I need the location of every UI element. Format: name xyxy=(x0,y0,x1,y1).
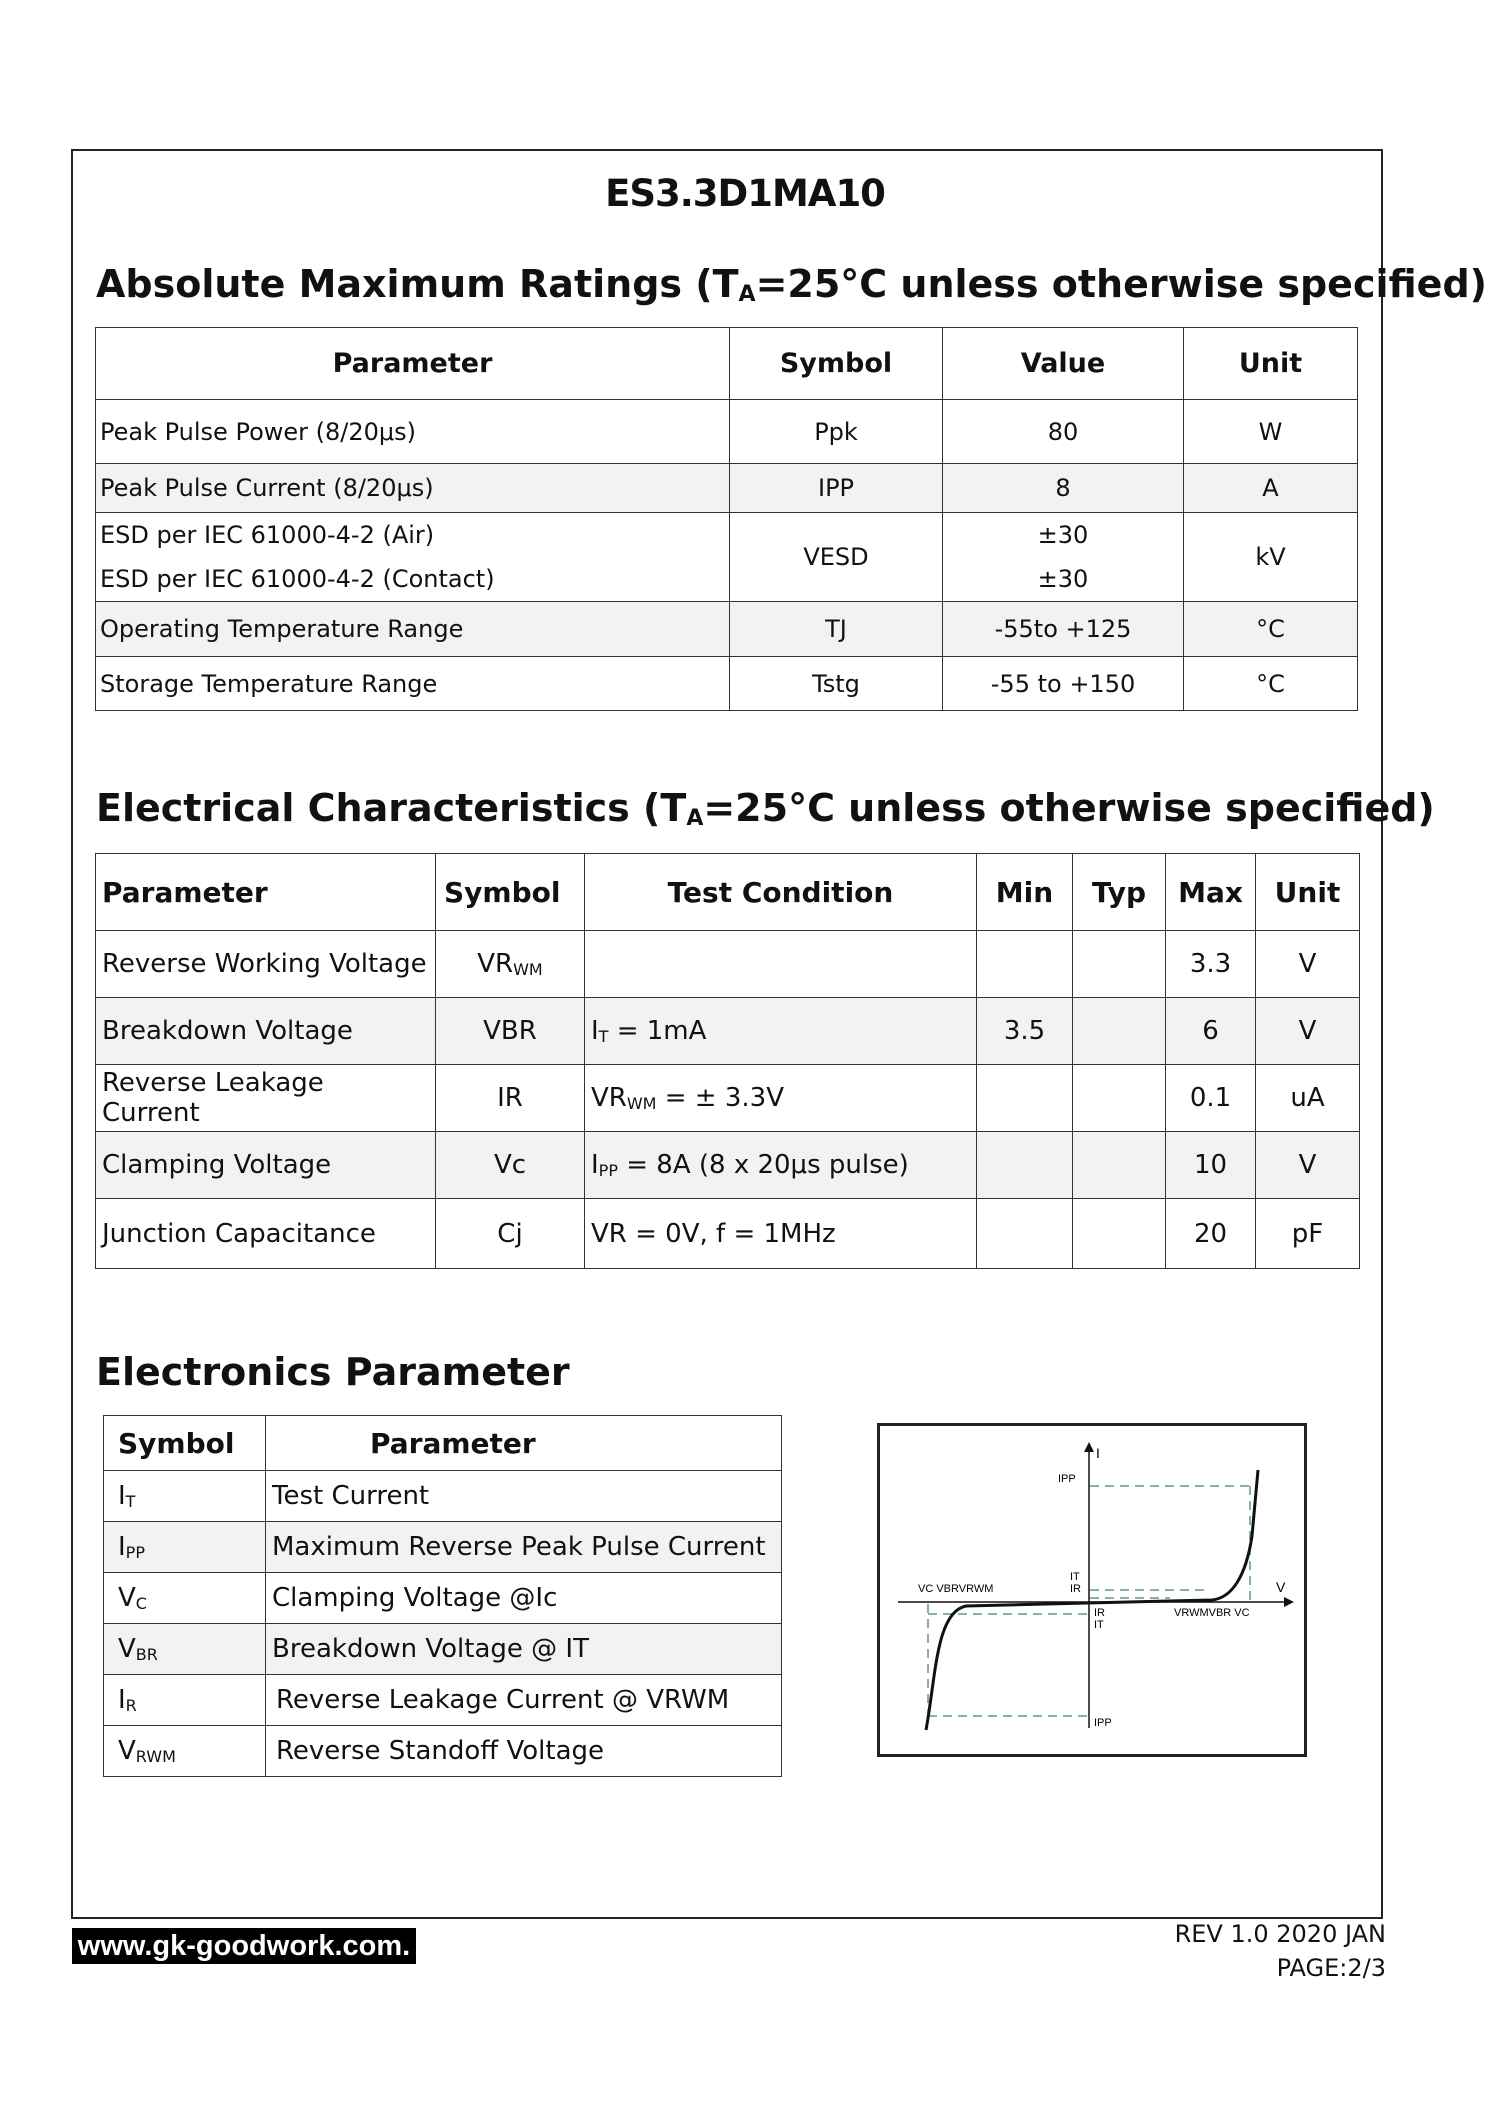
table-row xyxy=(96,931,1360,998)
abs-max-title: Absolute Maximum Ratings ($T_A=25^\circ C$ unless otherwise specified) xyxy=(96,262,1488,307)
header-parameter: Parameter xyxy=(96,328,730,400)
header-unit: Unit xyxy=(1184,328,1358,400)
symbol-cell: $V_{RWM}$ xyxy=(104,1726,266,1777)
table-row xyxy=(96,513,1358,602)
param-cell: Clamping Voltage xyxy=(96,1132,436,1199)
param-cell: Reverse Leakage Current @ VRWM xyxy=(266,1675,782,1726)
min-cell xyxy=(977,1132,1073,1199)
unit-cell: V xyxy=(1256,931,1360,998)
header-symbol: Symbol xyxy=(730,328,943,400)
ir-top-label: IR xyxy=(1070,1583,1081,1595)
it-top-label: IT xyxy=(1070,1571,1080,1583)
value-cell: -55to +125 xyxy=(943,602,1184,657)
revision-text: REV 1.0 2020 JAN xyxy=(1174,1920,1386,1948)
param-cell: Storage Temperature Range xyxy=(96,657,730,711)
ipp-bottom-label: IPP xyxy=(1094,1717,1112,1729)
table-row xyxy=(96,1065,1360,1132)
page-number: PAGE:2/3 xyxy=(1276,1954,1386,1982)
value-line: ±30 xyxy=(1037,521,1089,549)
table-header-row xyxy=(104,1416,782,1471)
max-cell: 0.1 xyxy=(1166,1065,1256,1132)
typ-cell xyxy=(1073,1065,1166,1132)
value-line: ±30 xyxy=(1037,565,1089,593)
unit-cell: °C xyxy=(1184,602,1358,657)
iv-curve-path xyxy=(926,1470,1258,1730)
table-row xyxy=(104,1726,782,1777)
symbol-cell: TJ xyxy=(730,602,943,657)
typ-cell xyxy=(1073,1199,1166,1269)
table-row xyxy=(96,464,1358,513)
condition-cell: VR = 0V, f = 1MHz xyxy=(585,1199,977,1269)
symbol-cell: $I_R$ xyxy=(104,1675,266,1726)
header-unit: Unit xyxy=(1256,854,1360,931)
symbol-cell: VBR xyxy=(436,998,585,1065)
axis-i-label: I xyxy=(1096,1445,1100,1461)
symbol-cell: IR xyxy=(436,1065,585,1132)
header-test-condition: Test Condition xyxy=(585,854,977,931)
unit-cell: uA xyxy=(1256,1065,1360,1132)
table-row xyxy=(104,1471,782,1522)
param-cell: Reverse Standoff Voltage xyxy=(266,1726,782,1777)
left-voltage-labels: VC VBRVRWM xyxy=(918,1583,994,1595)
min-cell xyxy=(977,931,1073,998)
symbol-cell: Tstg xyxy=(730,657,943,711)
param-cell: Junction Capacitance xyxy=(96,1199,436,1269)
value-cell: 80 xyxy=(943,400,1184,464)
header-symbol: Symbol xyxy=(104,1416,266,1471)
header-max: Max xyxy=(1166,854,1256,931)
max-cell: 6 xyxy=(1166,998,1256,1065)
symbol-cell: VESD xyxy=(730,513,943,602)
iv-curve-diagram xyxy=(877,1423,1307,1757)
ir-bottom-label: IR xyxy=(1094,1607,1105,1619)
param-cell: Peak Pulse Current (8/20μs) xyxy=(96,464,730,513)
max-cell: 3.3 xyxy=(1166,931,1256,998)
table-header-row xyxy=(96,328,1358,400)
right-voltage-labels: VRWMVBR VC xyxy=(1174,1607,1250,1619)
min-cell xyxy=(977,1065,1073,1132)
v-axis-arrow xyxy=(1284,1597,1294,1607)
param-cell: Operating Temperature Range xyxy=(96,602,730,657)
condition-cell: $I_T = 1mA$ xyxy=(585,998,977,1065)
elec-char-title: Electrical Characteristics ($T_A=25^\circ C$ unless otherwise specified) xyxy=(96,786,1435,831)
header-min: Min xyxy=(977,854,1073,931)
symbol-cell: Ppk xyxy=(730,400,943,464)
header-symbol: Symbol xyxy=(436,854,585,931)
max-cell: 20 xyxy=(1166,1199,1256,1269)
param-line: ESD per IEC 61000-4-2 (Air) xyxy=(100,521,435,549)
elec-param-title: Electronics Parameter xyxy=(96,1350,570,1394)
header-typ: Typ xyxy=(1073,854,1166,931)
min-cell xyxy=(977,1199,1073,1269)
table-row xyxy=(96,400,1358,464)
param-cell: Reverse Leakage Current xyxy=(96,1065,436,1132)
table-row xyxy=(96,602,1358,657)
symbol-cell: $I_{PP}$ xyxy=(104,1522,266,1573)
symbol-cell: $VR_{WM}$ xyxy=(436,931,585,998)
it-bottom-label: IT xyxy=(1094,1619,1104,1631)
table-row xyxy=(104,1675,782,1726)
value-cell xyxy=(943,513,1184,602)
elec-char-table xyxy=(95,853,1360,1269)
param-cell: Maximum Reverse Peak Pulse Current xyxy=(266,1522,782,1573)
unit-cell: W xyxy=(1184,400,1358,464)
param-cell: Breakdown Voltage xyxy=(96,998,436,1065)
table-row xyxy=(96,998,1360,1065)
typ-cell xyxy=(1073,1132,1166,1199)
condition-cell xyxy=(585,931,977,998)
website-logo: www.gk-goodwork.com. xyxy=(72,1928,416,1964)
iv-curve-svg xyxy=(880,1426,1304,1754)
symbol-cell: Cj xyxy=(436,1199,585,1269)
unit-cell: A xyxy=(1184,464,1358,513)
table-header-row xyxy=(96,854,1360,931)
condition-cell: $VR_{WM}$ = ± 3.3V xyxy=(585,1065,977,1132)
abs-max-table xyxy=(95,327,1358,711)
condition-cell: $I_{PP} = 8A$ (8 x 20μs pulse) xyxy=(585,1132,977,1199)
revision-info xyxy=(1175,1917,1386,1985)
symbol-cell: $V_C$ xyxy=(104,1573,266,1624)
unit-cell: pF xyxy=(1256,1199,1360,1269)
axis-v-label: V xyxy=(1276,1579,1286,1595)
table-row xyxy=(104,1573,782,1624)
max-cell: 10 xyxy=(1166,1132,1256,1199)
header-parameter: Parameter xyxy=(266,1416,782,1471)
table-row xyxy=(96,1132,1360,1199)
i-axis-arrow xyxy=(1084,1442,1094,1452)
header-value: Value xyxy=(943,328,1184,400)
table-row xyxy=(96,1199,1360,1269)
symbol-cell: $I_T$ xyxy=(104,1471,266,1522)
value-cell: 8 xyxy=(943,464,1184,513)
unit-cell: V xyxy=(1256,1132,1360,1199)
header-parameter: Parameter xyxy=(96,854,436,931)
param-cell: Test Current xyxy=(266,1471,782,1522)
param-cell: Reverse Working Voltage xyxy=(96,931,436,998)
typ-cell xyxy=(1073,931,1166,998)
table-row xyxy=(104,1522,782,1573)
unit-cell: °C xyxy=(1184,657,1358,711)
part-number: ES3.3D1MA10 xyxy=(605,172,885,215)
value-cell: -55 to +150 xyxy=(943,657,1184,711)
param-cell: Peak Pulse Power (8/20μs) xyxy=(96,400,730,464)
table-row xyxy=(104,1624,782,1675)
unit-cell: kV xyxy=(1184,513,1358,602)
symbol-cell: Vc xyxy=(436,1132,585,1199)
param-cell xyxy=(96,513,730,602)
param-cell: Clamping Voltage @Ic xyxy=(266,1573,782,1624)
elec-param-table xyxy=(103,1415,782,1777)
symbol-cell: IPP xyxy=(730,464,943,513)
ipp-top-label: IPP xyxy=(1058,1473,1076,1485)
typ-cell xyxy=(1073,998,1166,1065)
unit-cell: V xyxy=(1256,998,1360,1065)
param-cell: Breakdown Voltage @ IT xyxy=(266,1624,782,1675)
param-line: ESD per IEC 61000-4-2 (Contact) xyxy=(100,565,495,593)
min-cell: 3.5 xyxy=(977,998,1073,1065)
table-row xyxy=(96,657,1358,711)
symbol-cell: $V_{BR}$ xyxy=(104,1624,266,1675)
